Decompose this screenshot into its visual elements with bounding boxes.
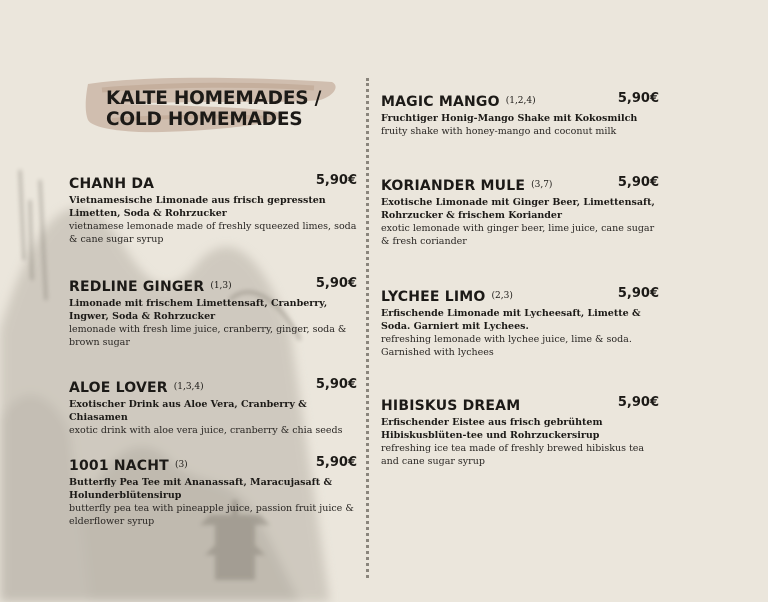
item-description-de: Fruchtiger Honig-Mango Shake mit Kokosmilch — [381, 113, 638, 124]
section-title-line-2: COLD HOMEMADES — [106, 109, 303, 130]
item-name: KORIANDER MULE — [381, 178, 526, 194]
item-name: REDLINE GINGER — [69, 279, 205, 295]
item-description-de: Butterfly Pea Tee mit Ananassaft, Maracujasaft & Holunderblütensirup — [69, 477, 333, 501]
item-allergen-note: (3,7) — [531, 180, 553, 190]
item-price: 5,90€ — [315, 455, 357, 470]
item-description-de: Vietnamesische Limonade aus frisch gepressten Limetten, Soda & Rohrzucker — [69, 195, 326, 219]
menu-item — [381, 286, 659, 359]
item-price: 5,90€ — [617, 395, 659, 410]
item-description-en: exotic drink with aloe vera juice, cranberry & chia seeds — [69, 425, 343, 436]
item-name: 1001 NACHT — [69, 458, 169, 474]
item-description-de: Exotische Limonade mit Ginger Beer, Limettensaft, Rohrzucker & frischem Koriander — [381, 197, 655, 221]
menu-item — [381, 91, 659, 138]
column-divider — [366, 78, 369, 578]
item-price: 5,90€ — [617, 91, 659, 106]
item-name: MAGIC MANGO — [381, 94, 500, 110]
item-allergen-note: (1,3,4) — [173, 382, 204, 392]
item-description-de: Limonade mit frischem Limettensaft, Cranberry, Ingwer, Soda & Rohrzucker — [69, 298, 328, 322]
menu-item — [69, 173, 357, 246]
menu-item — [69, 377, 357, 437]
section-heading — [82, 70, 342, 140]
item-price: 5,90€ — [315, 173, 357, 188]
item-description-en: exotic lemonade with ginger beer, lime juice, cane sugar & fresh coriander — [381, 223, 655, 247]
item-price: 5,90€ — [617, 175, 659, 190]
item-description-en: lemonade with fresh lime juice, cranberry, ginger, soda & brown sugar — [69, 324, 347, 348]
item-description-de: Erfischender Eistee aus frisch gebrühtem Hibiskusblüten-tee und Rohrzuckersirup — [381, 417, 603, 441]
item-name: ALOE LOVER — [69, 380, 168, 396]
item-description-de: Exotischer Drink aus Aloe Vera, Cranberry & Chiasamen — [69, 399, 307, 423]
item-allergen-note: (2,3) — [491, 291, 513, 301]
item-name: HIBISKUS DREAM — [381, 398, 521, 414]
item-price: 5,90€ — [315, 377, 357, 392]
menu-item — [381, 395, 659, 468]
section-title — [106, 88, 321, 130]
item-price: 5,90€ — [617, 286, 659, 301]
item-allergen-note: (1,2,4) — [505, 96, 536, 106]
menu-item — [69, 276, 357, 349]
menu-item — [69, 455, 357, 528]
item-description-de: Erfischende Limonade mit Lycheesaft, Limette & Soda. Garniert mit Lychees. — [381, 308, 641, 332]
item-description-en: refreshing ice tea made of freshly brewed hibiskus tea and cane sugar syrup — [381, 443, 645, 467]
item-name: LYCHEE LIMO — [381, 289, 486, 305]
menu-item — [381, 175, 659, 248]
item-name: CHANH DA — [69, 176, 155, 192]
item-price: 5,90€ — [315, 276, 357, 291]
item-description-en: refreshing lemonade with lychee juice, lime & soda. Garnished with lychees — [381, 334, 632, 358]
item-allergen-note: (3) — [174, 460, 188, 470]
item-description-en: butterfly pea tea with pineapple juice, passion fruit juice & elderflower syrup — [69, 503, 354, 527]
item-allergen-note: (1,3) — [210, 281, 232, 291]
section-title-line-1: KALTE HOMEMADES / — [106, 88, 322, 109]
item-description-en: vietnamese lemonade made of freshly squeezed limes, soda & cane sugar syrup — [69, 221, 357, 245]
item-description-en: fruity shake with honey-mango and coconut milk — [381, 126, 617, 137]
